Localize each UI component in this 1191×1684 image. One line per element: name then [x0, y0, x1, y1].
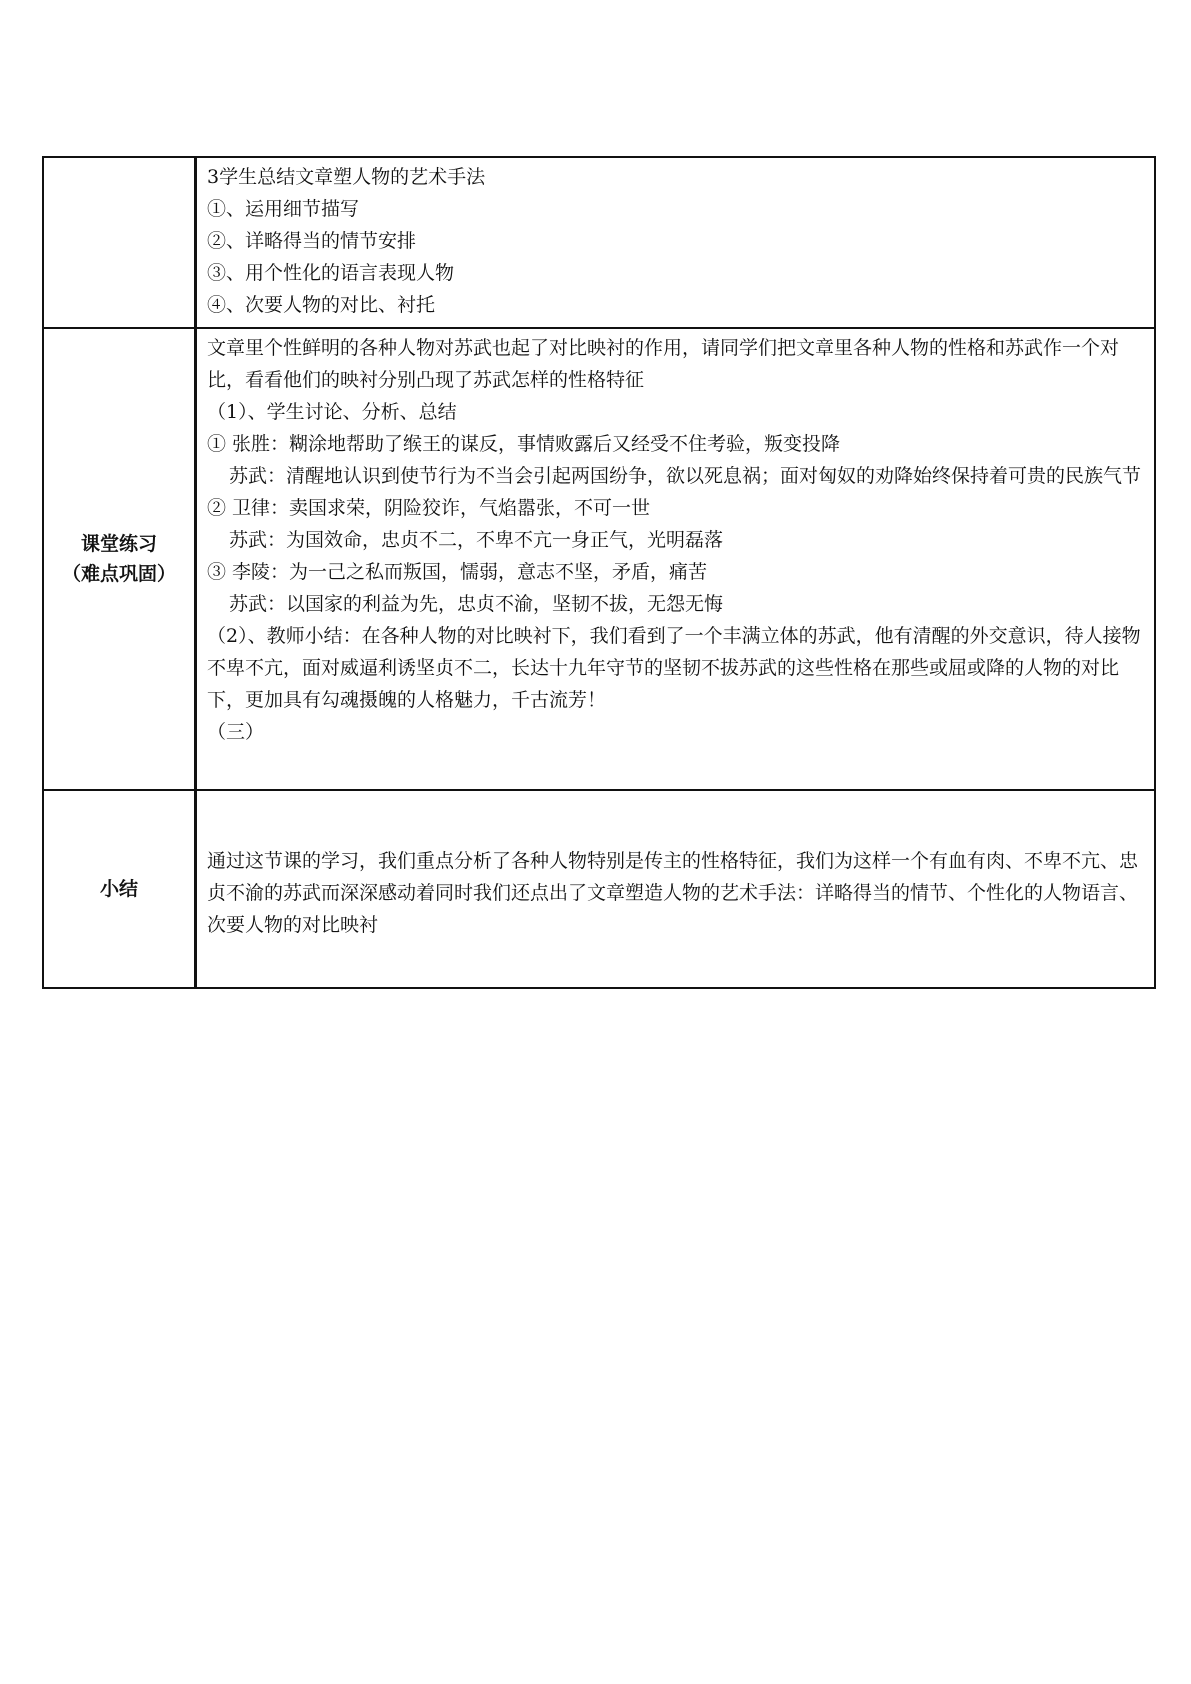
- table-row-summary: [43, 790, 1155, 988]
- table-row-classroom-practice: [43, 328, 1155, 790]
- character-liling: ③ 李陵：为一己之私而叛国，懦弱，意志不坚，矛盾，痛苦: [207, 561, 708, 583]
- teacher-summary: （2）、教师小结：在各种人物的对比映衬下，我们看到了一个丰满立体的苏武，他有清醒的外交意识，待人接物不卑不亢，面对威逼利诱坚贞不二，长达十九年守节的坚韧不拔苏武的这些性格在那些或屈或降的人物的对比下，更加具有勾魂摄魄的人格魅力，千古流芳！: [207, 625, 1141, 711]
- technique-item-4: ④、次要人物的对比、衬托: [207, 294, 436, 316]
- row-label-classroom-practice: [43, 328, 196, 790]
- suwu-contrast-3: 苏武：以国家的利益为先，忠贞不渝，坚韧不拔，无怨无悔: [229, 593, 724, 615]
- suwu-contrast-2: 苏武：为国效命，忠贞不二，不卑不亢一身正气，光明磊落: [229, 529, 724, 551]
- practice-intro: 文章里个性鲜明的各种人物对苏武也起了对比映衬的作用，请同学们把文章里各种人物的性格和苏武作一个对比，看看他们的映衬分别凸现了苏武怎样的性格特征: [207, 337, 1120, 391]
- row-label-empty: [43, 157, 196, 328]
- character-weilv: ② 卫律：卖国求荣，阴险狡诈，气焰嚣张，不可一世: [207, 497, 651, 519]
- technique-item-1: ①、运用细节描写: [207, 198, 360, 220]
- discussion-heading: （1）、学生讨论、分析、总结: [207, 401, 457, 423]
- art-techniques-cell: [196, 157, 1156, 328]
- label-line-1: 小结: [99, 878, 138, 900]
- section-marker: （三）: [207, 721, 265, 743]
- label-line-2: （难点巩固）: [61, 563, 176, 585]
- suwu-contrast-1: 苏武：清醒地认识到使节行为不当会引起两国纷争，欲以死息祸；面对匈奴的劝降始终保持着可贵的民族气节: [229, 465, 1142, 487]
- technique-item-3: ③、用个性化的语言表现人物: [207, 262, 455, 284]
- label-line-1: 课堂练习: [80, 533, 157, 555]
- summary-cell: [196, 790, 1156, 988]
- art-techniques-heading: 3学生总结文章塑人物的艺术手法: [207, 166, 486, 188]
- classroom-practice-cell: [196, 328, 1156, 790]
- table-row-art-techniques: [43, 157, 1155, 328]
- technique-item-2: ②、详略得当的情节安排: [207, 230, 417, 252]
- character-zhangsheng: ① 张胜：糊涂地帮助了缑王的谋反，事情败露后又经受不住考验，叛变投降: [207, 433, 841, 455]
- lesson-plan-table: [42, 156, 1156, 989]
- row-label-summary: [43, 790, 196, 988]
- summary-text: 通过这节课的学习，我们重点分析了各种人物特别是传主的性格特征，我们为这样一个有血有肉、不卑不亢、忠贞不渝的苏武而深深感动着同时我们还点出了文章塑造人物的艺术手法：详略得当的情节、个性化的人物语言、次要人物的对比映衬: [207, 850, 1139, 936]
